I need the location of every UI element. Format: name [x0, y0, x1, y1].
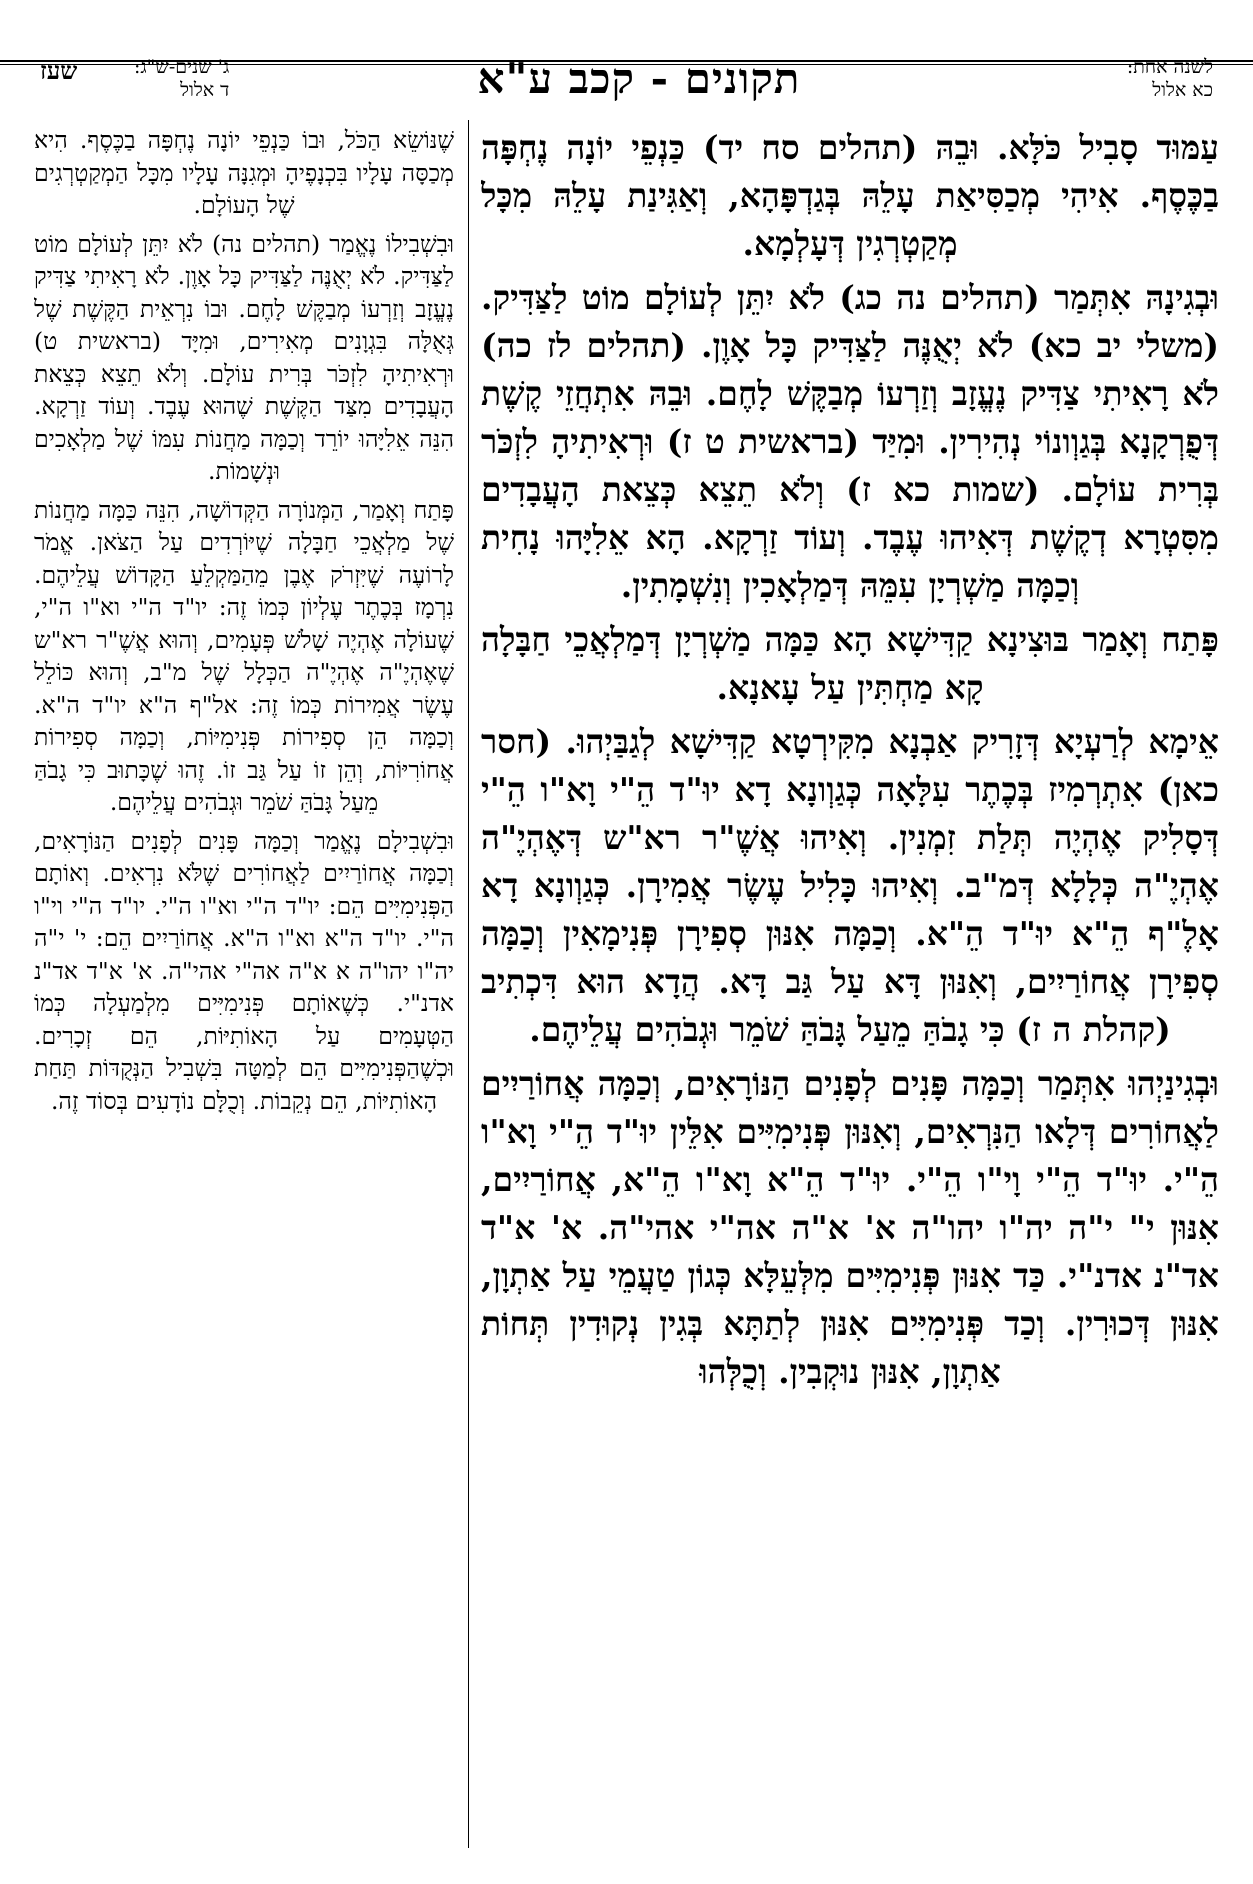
daily-study-schedule: [1127, 56, 1213, 102]
main-paragraph: עַמּוּד סָבִיל כֹּלָּא. וּבֵהּ (תהלים סח יד) כַּנְפֵי יוֹנָה נֶחְפָּה בַכֶּסֶף. אִיהִי מְכַסִּיאַת עָלֵהּ בְּגַדְפָּהָא, וְאַגִּינַת עָלֵהּ מִכָּל מְקַטְרְגִין דְּעָלְמָא.: [481, 128, 1219, 263]
aramaic-main-column: [481, 124, 1219, 1854]
schedule-three-year-date: ד אלול: [180, 79, 230, 101]
schedule-one-year-label: לשנה אחת:: [1126, 56, 1213, 78]
header-rule-thin: [0, 64, 1253, 65]
main-paragraph: וּבְגִינָהּ אִתְּמַר (תהלים נה כג) לֹא יִתֵּן לְעוֹלָם מוֹט לַצַּדִּיק. (משלי יב כא) לֹא יְאֻנֶּה לַצַּדִּיק כָּל אָוֶן. (תהלים לז כה) לֹא רָאִיתִי צַדִּיק נֶעֱזָב וְזַרְעוֹ מְבַקֶּשׁ לָחֶם. וּבֵהּ אִתְחֲזֵי קֶשֶׁת דְּפֻרְקָנָא בְּגַוְונוֹי נְהִירִין. וּמִיַּד (בראשית ט ז) וּרְאִיתִיהָ לִזְכֹּר בְּרִית עוֹלָם. (שמות כא ז) וְלֹא תֵצֵא כְּצֵאת הָעֲבָדִים מִסִּטְרָא דְקֶשֶׁת דְּאִיהוּ עֶבֶד. וְעוֹד זַרְקָא. הָא אֵלִיָּהוּ נָחִית וְכַמָּה מַשְׁרְיָן עִמֵּהּ דְּמַלְאָכִין וְנִשְׁמָתִין.: [481, 278, 1219, 605]
translation-paragraph: פָּתַח וְאָמַר, הַמְּנוֹרָה הַקְּדוֹשָׁה, הִנֵּה כַּמָּה מַחֲנוֹת שֶׁל מַלְאֲכֵי חַבָּלָה שֶׁיּוֹרְדִים עַל הַצֹּאן. אֱמֹר לָרוֹעֶה שֶׁיִּזְרֹק אֶבֶן מֵהַמַּקְלֵעַ הַקָּדוֹשׁ עֲלֵיהֶם. נִרְמָז בְּכֶתֶר עֶלְיוֹן כְּמוֹ זֶה: יו"ד ה"י וא"ו ה"י, שֶׁעוֹלָה אֶהְיֶה שָׁלֹשׁ פְּעָמִים, וְהוּא אֲשֶׁ"ר רא"ש שֶׁאֶהְיֶ"ה אֶהְיֶ"ה הַכְּלָל שֶׁל מ"ב, וְהוּא כּוֹלֵל עֶשֶׂר אֲמִירוֹת כְּמוֹ זֶה: אל"ף ה"א יו"ד ה"א. וְכַמָּה הֵן סְפִירוֹת פְּנִימִיּוֹת, וְכַמָּה סְפִירוֹת אֲחוֹרִיּוֹת, וְהֵן זוֹ עַל גַּב זוֹ. זֶהוּ שֶׁכָּתוּב כִּי גָבֹהַּ מֵעַל גָּבֹהַּ שֹׁמֵר וּגְבֹהִים עֲלֵיהֶם.: [34, 495, 454, 816]
translation-paragraph: וּבִשְׁבִילָם נֶאֱמַר וְכַמָּה פָּנִים לְפָנִים הַנּוֹרָאִים, וְכַמָּה אֲחוֹרַיִים לַאֲחוֹרִים שֶׁלֹּא נִרְאִים. וְאוֹתָם הַפְּנִימִיִּים הֵם: יו"ד ה"י וא"ו ה"י. יו"ד ה"י וי"ו ה"י. יו"ד ה"א וא"ו ה"א. אֲחוֹרַיִים הֵם: י' י"ה יה"ו יהו"ה א א"ה אה"י אהי"ה. א' א"ד אד"נ אדנ"י. כְּשֶׁאוֹתָם פְּנִימִיִּים מִלְמַעְלָה כְּמוֹ הַטְּעָמִים עַל הָאוֹתִיּוֹת, הֵם זְכָרִים. וּכְשֶׁהַפְּנִימִיִּים הֵם לְמַטָּה בִּשְׁבִיל הַנְּקֻדּוֹת תַּחַת הָאוֹתִיּוֹת, הֵם נְקֵבוֹת. וְכֻלָּם נוֹדָעִים בְּסוֹד זֶה.: [34, 826, 454, 1115]
main-paragraph: וּבְגִינַיְהוּ אִתְּמַר וְכַמָּה פָּנִים לְפָנִים הַנּוֹרָאִים, וְכַמָּה אֲחוֹרַיִים לַאֲחוֹרִים דְּלָאו הַנִּרְאִים, וְאִנּוּן פְּנִימִיִּים אִלֵּין יוּ"ד הֵ"י וָא"ו הֵ"י. יוּ"ד הֵ"י וָי"ו הֵ"י. יוּ"ד הֵ"א וָא"ו הֵ"א, אֲחוֹרַיִים, אִנּוּן י" י"ה יה"ו יהו"ה א' א"ה אה"י אהי"ה. א' א"ד אד"נ אדנ"י. כַּד אִנּוּן פְּנִימִיִּים מִלְּעֵלָּא כְּגוֹן טַעֲמֵי עַל אַתְוָן, אִנּוּן דְּכוּרִין. וְכַד פְּנִימִיִּים אִנּוּן לְתַתָּא בְּגִין נְקוּדִין תְּחוֹת אַתְוָן, אִנּוּן נוּקְבִין. וְכֻלְּהוּ: [481, 1064, 1219, 1391]
text-columns: [34, 124, 1219, 1854]
hebrew-translation-column: [34, 124, 454, 1854]
column-divider: [468, 120, 469, 1848]
translation-paragraph: שֶׁנּוֹשֵׂא הַכֹּל, וּבוֹ כַּנְפֵי יוֹנָה נֶחְפָּה בַכֶּסֶף. הִיא מְכַסָּה עָלָיו בִּכְנָפֶיהָ וּמְגִנָּה עָלָיו מִכָּל הַמְקַטְרְגִים שֶׁל הָעוֹלָם.: [34, 126, 454, 219]
schedule-three-year-label: ג' שנים-ש"ג:: [134, 56, 230, 78]
page-number: שעז: [40, 56, 78, 85]
page-title: תקונים - קכב ע"א: [477, 54, 801, 103]
translation-paragraph: וּבִשְׁבִילוֹ נֶאֱמַר (תהלים נה) לֹא יִתֵּן לְעוֹלָם מוֹט לַצַּדִּיק. לֹא יְאֻנֶּה לַצַּדִּיק כָּל אָוֶן. לֹא רָאִיתִי צַדִּיק נֶעֱזָב וְזַרְעוֹ מְבַקֶּשׁ לָחֶם. וּבוֹ נִרְאֵית הַקֶּשֶׁת שֶׁל גְּאֻלָּה בִּגְוָנִים מְאִירִים, וּמִיָּד (בראשית ט) וּרְאִיתִיהָ לִזְכֹּר בְּרִית עוֹלָם. וְלֹא תֵצֵא כְּצֵאת הָעֲבָדִים מִצַּד הַקֶּשֶׁת שֶׁהוּא עֶבֶד. וְעוֹד זַרְקָא. הִנֵּה אֵלִיָּהוּ יוֹרֵד וְכַמָּה מַחֲנוֹת עִמּוֹ שֶׁל מַלְאָכִים וּנְשָׁמוֹת.: [34, 229, 454, 485]
three-year-schedule: [134, 56, 229, 102]
main-paragraph: פָּתַח וְאָמַר בּוּצִינָא קַדִּישָׁא הָא כַּמָּה מַשְׁרְיָן דְּמַלְאֲכֵי חַבָּלָה קָא מַחְתִּין עַל עָאנָא.: [481, 620, 1219, 707]
main-paragraph: אֵימָא לְרַעְיָא דְּזָרִיק אַבְנָא מִקִּירְטָא קַדִּישָׁא לְגַבַּיְהוּ. (חסר כאן) אִתְרְמִיז בְּכֶתֶר עִלָּאָה כְּגַוְונָא דָא יוּ"ד הֵ"י וָא"ו הֵ"י דְּסָלִיק אֶהְיֶה תְּלַת זִמְנִין. וְאִיהוּ אֲשֶׁ"ר רא"ש דְּאֶהְיֶ"ה אֶהְיֶ"ה כְּלָלָא דְּמ"ב. וְאִיהוּ כָּלִיל עֶשֶׂר אֲמִירָן. כְּגַוְונָא דָא אָלֶ"ף הֵ"א יוּ"ד הֵ"א. וְכַמָּה אִנּוּן סְפִירָן פְּנִימָאִין וְכַמָּה סְפִירָן אֲחוֹרַיִים, וְאִנּוּן דָּא עַל גַּב דָּא. הֲדָא הוּא דִּכְתִיב (קהלת ה ז) כִּי גָבֹהַּ מֵעַל גָּבֹהַּ שֹׁמֵר וּגְבֹהִים עֲלֵיהֶם.: [481, 722, 1219, 1049]
header-rule: [0, 60, 1253, 62]
schedule-one-year-date: כא אלול: [1152, 79, 1213, 101]
